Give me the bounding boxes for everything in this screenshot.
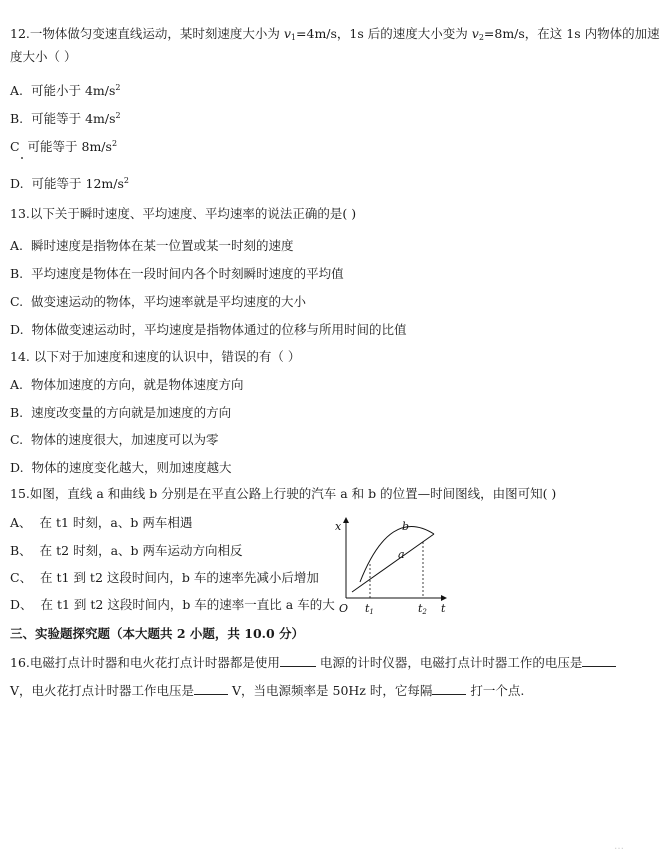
q14-option-b: B. 速度改变量的方向就是加速度的方向 (10, 405, 232, 420)
q14-option-a: A. 物体加速度的方向，就是物体速度方向 (10, 377, 244, 392)
x-axis-label: t (441, 602, 446, 615)
t2-label: t2 (418, 602, 427, 616)
line-a (352, 534, 434, 592)
q13-option-d: D. 物体做变速运动时，平均速度是指物体通过的位移与所用时间的比值 (10, 322, 407, 337)
q13-option-a: A. 瞬时速度是指物体在某一位置或某一时刻的速度 (10, 238, 294, 253)
q12-option-a: A. 可能小于 $4m/s^2$ (10, 83, 121, 98)
q13-stem: 13.以下关于瞬时速度、平均速度、平均速率的说法正确的是( ) (10, 206, 357, 221)
answer-blank[interactable] (280, 653, 316, 667)
answer-blank[interactable] (432, 681, 466, 695)
q14-stem: 14. 以下对于加速度和速度的认识中，错误的有（ ） (10, 349, 301, 364)
origin-label: O (339, 602, 349, 615)
q12-option-d: D. 可能等于 $12m/s^2$ (10, 176, 129, 191)
q16-stem-line2: V，电火花打点计时器工作电压是 V，当电源频率是 50Hz 时，它每隔 打一个点. (10, 683, 525, 698)
q12-option-c: C 可能等于 $8m/s^2$ (10, 139, 118, 154)
q12-stem: 12.一物体做匀变速直线运动，某时刻速度大小为 $v_1=4m/s$，1s 后的速度大小变为 $v_2=8m/s$，在这 1s 内物体的加速 (10, 26, 660, 42)
curve-b-label: b (402, 520, 410, 533)
q15-option-b: B、 在 t2 时刻，a、b 两车运动方向相反 (10, 543, 243, 558)
t1-label: t1 (365, 602, 374, 616)
y-axis-label: x (335, 520, 342, 533)
q14-option-d: D. 物体的速度变化越大，则加速度越大 (10, 460, 232, 475)
q14-option-c: C. 物体的速度很大，加速度可以为零 (10, 432, 219, 447)
watermark: … (614, 841, 624, 852)
stray-dot (21, 157, 23, 159)
q12-stem-line2: 度大小（ ） (10, 49, 77, 64)
q12-option-b: B. 可能等于 $4m/s^2$ (10, 111, 121, 126)
q15-stem: 15.如图，直线 a 和曲线 b 分别是在平直公路上行驶的汽车 a 和 b 的位置—时间图线，由图可知( ) (10, 486, 557, 501)
answer-blank[interactable] (582, 653, 616, 667)
position-time-graph (330, 512, 450, 617)
q15-option-c: C、 在 t1 到 t2 这段时间内，b 车的速率先减小后增加 (10, 570, 319, 585)
section-heading: 三、实验题探究题（本大题共 2 小题，共 10.0 分） (10, 626, 305, 641)
q16-stem: 16.电磁打点计时器和电火花打点计时器都是使用 电源的计时仪器，电磁打点计时器工作的电压是 (10, 653, 616, 671)
q15-option-d: D、 在 t1 到 t2 这段时间内，b 车的速率一直比 a 车的大 (10, 597, 335, 612)
q15-option-a: A、 在 t1 时刻，a、b 两车相遇 (10, 515, 193, 530)
line-a-label: a (398, 548, 405, 561)
q13-option-b: B. 平均速度是物体在一段时间内各个时刻瞬时速度的平均值 (10, 266, 344, 281)
q13-option-c: C. 做变速运动的物体，平均速率就是平均速度的大小 (10, 294, 307, 309)
answer-blank[interactable] (194, 681, 228, 695)
